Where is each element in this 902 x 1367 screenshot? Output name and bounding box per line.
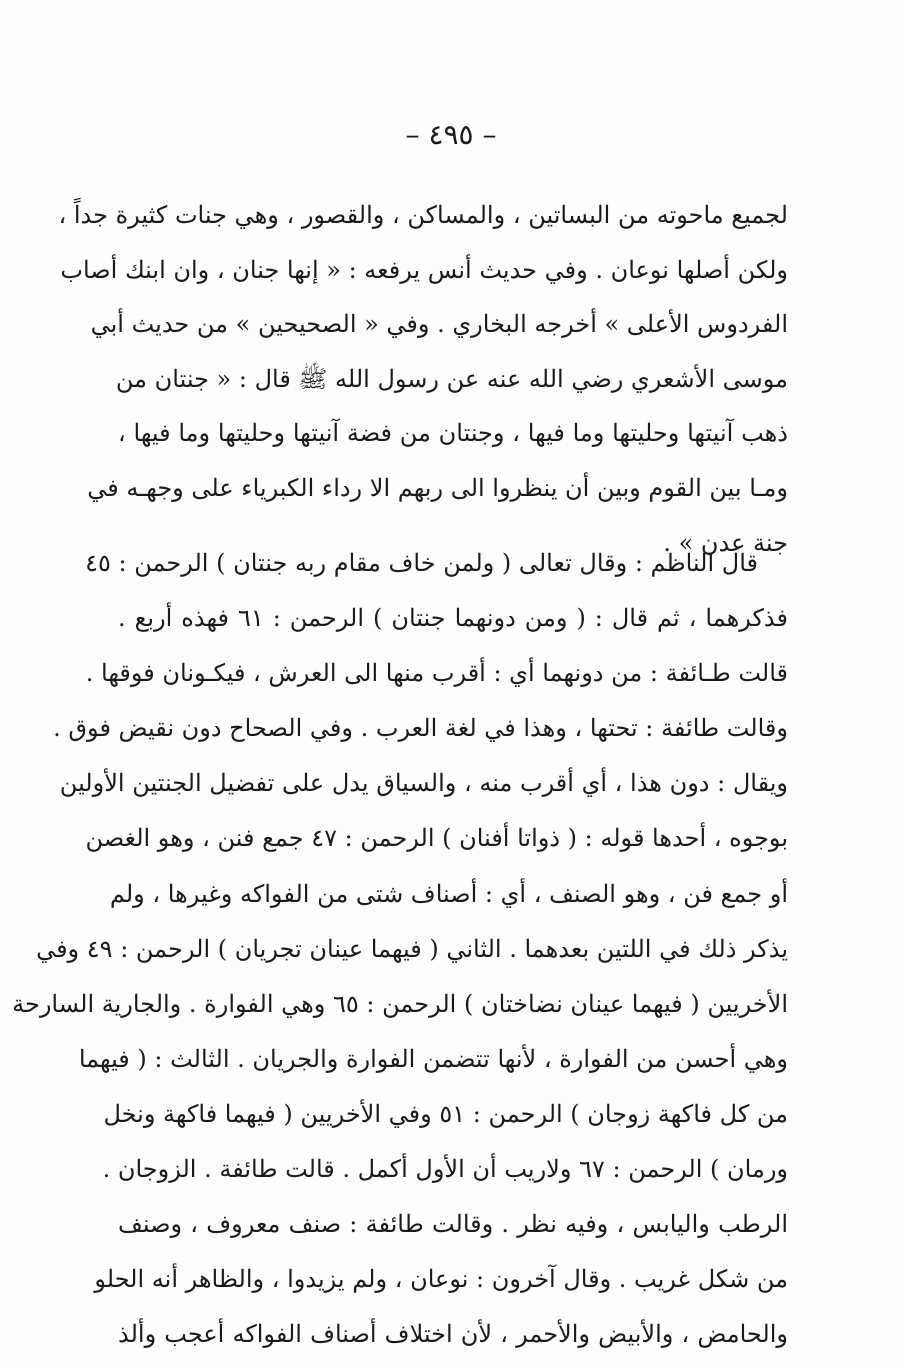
text-line: جنة عدن » .	[663, 528, 788, 557]
text-line: ومـا بين القوم وبين أن ينظروا الى ربهم الا رداء الكبرياء على وجهـه في	[87, 473, 788, 502]
text-line: الرطب واليابس ، وفيه نظر . وقالت طائفة : صنف معروف ، وصنف	[118, 1210, 788, 1239]
text-line: ورمان ) الرحمن : ٦٧ ولاريب أن الأول أكمل . قالت طائفة . الزوجان .	[102, 1155, 788, 1184]
text-line: وقالت طائفة : تحتها ، وهذا في لغة العرب . وفي الصحاح دون نقيض فوق .	[53, 714, 788, 743]
page-number: – ٤٩٥ –	[405, 118, 497, 151]
text-line: لجميع ماحوته من البساتين ، والمساكن ، والقصور ، وهي جنات كثيرة جداً ،	[58, 201, 788, 229]
paragraph-2	[12, 536, 788, 1362]
text-line: من كل فاكهة زوجان ) الرحمن : ٥١ وفي الأخريين ( فيهما فاكهة ونخل	[103, 1099, 788, 1128]
text-line: ويقال : دون هذا ، أي أقرب منه ، والسياق يدل على تفضيل الجنتين الأولين	[59, 769, 788, 798]
text-line: فذكرهما ، ثم قال : ( ومن دونهما جنتان ) الرحمن : ٦١ فهذه أربع .	[118, 604, 788, 633]
text-line: الأخريين ( فيهما عينان نضاختان ) الرحمن : ٦٥ وهي الفوارة . والجارية السارحة	[12, 989, 788, 1018]
text-line: ولكن أصلها نوعان . وفي حديث أنس يرفعه : « إنها جنان ، وان ابنك أصاب	[60, 255, 788, 284]
text-line: من شكل غريب . وقال آخرون : نوعان ، ولم يزيدوا ، والظاهر أنه الحلو	[94, 1265, 788, 1294]
text-line: أو جمع فن ، وهو الصنف ، أي : أصناف شتى من الفواكه وغيرها ، ولم	[109, 879, 788, 908]
paragraph-1	[58, 188, 788, 570]
text-line: موسى الأشعري رضي الله عنه عن رسول الله ﷺ قال : « جنتان من	[115, 364, 788, 393]
text-line: يذكر ذلك في اللتين بعدهما . الثاني ( فيهما عينان تجريان ) الرحمن : ٤٩ وفي	[36, 934, 788, 963]
text-line: ذهب آنيتها وحليتها وما فيها ، وجنتان من فضة آنيتها وحليتها وما فيها ،	[118, 419, 788, 448]
text-line: والحامض ، والأبيض والأحمر ، لأن اختلاف أصناف الفواكه أعجب وألذ	[118, 1320, 788, 1349]
text-line: قال الناظم : وقال تعالى ( ولمن خاف مقام ربه جنتان ) الرحمن : ٤٥	[85, 549, 758, 577]
text-line: قالت طـائفة : من دونهما أي : أقرب منها الى العرش ، فيكـونان فوقها .	[85, 659, 788, 688]
text-line: بوجوه ، أحدها قوله : ( ذواتا أفنان ) الرحمن : ٤٧ جمع فنن ، وهو الغصن	[85, 824, 788, 853]
text-line: الفردوس الأعلى » أخرجه البخاري . وفي « الصحيحين » من حديث أبي	[90, 310, 788, 339]
text-line: وهي أحسن من الفوارة ، لأنها تتضمن الفوارة والجريان . الثالث : ( فيهما	[78, 1044, 788, 1073]
